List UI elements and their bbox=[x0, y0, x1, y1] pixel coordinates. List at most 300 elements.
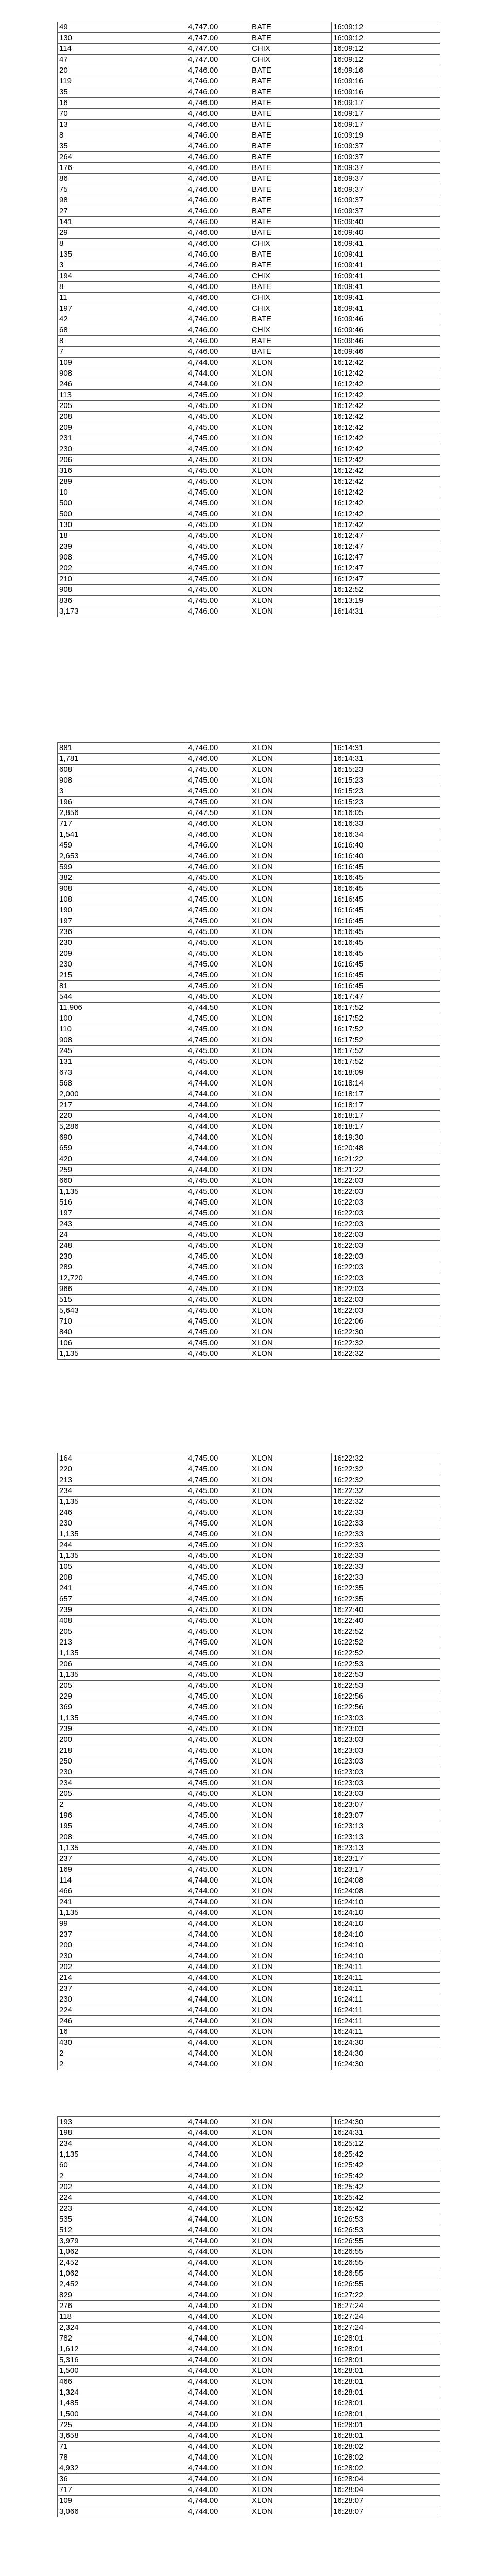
table-row bbox=[58, 1962, 440, 1973]
table-row bbox=[58, 2236, 440, 2247]
venue-cell: XLON bbox=[250, 1605, 332, 1616]
time-cell: 16:17:52 bbox=[332, 1046, 440, 1057]
volume-cell: 200 bbox=[58, 1735, 186, 1745]
volume-cell: 908 bbox=[58, 1035, 186, 1046]
price-cell: 4,744.00 bbox=[186, 379, 250, 390]
time-cell: 16:09:40 bbox=[332, 228, 440, 239]
table-row bbox=[58, 1767, 440, 1778]
price-cell: 4,744.00 bbox=[186, 2398, 250, 2409]
price-cell: 4,745.00 bbox=[186, 1187, 250, 1197]
time-cell: 16:18:17 bbox=[332, 1100, 440, 1111]
volume-cell: 8 bbox=[58, 130, 186, 141]
price-cell: 4,745.00 bbox=[186, 905, 250, 916]
time-cell: 16:28:01 bbox=[332, 2344, 440, 2355]
volume-cell: 8 bbox=[58, 282, 186, 293]
venue-cell: XLON bbox=[250, 2366, 332, 2377]
venue-cell: XLON bbox=[250, 1800, 332, 1810]
venue-cell: XLON bbox=[250, 2139, 332, 2149]
table-row bbox=[58, 1475, 440, 1486]
venue-cell: XLON bbox=[250, 2160, 332, 2171]
volume-cell: 202 bbox=[58, 2182, 186, 2193]
volume-cell: 659 bbox=[58, 1143, 186, 1154]
venue-cell: XLON bbox=[250, 1713, 332, 1724]
volume-cell: 1,541 bbox=[58, 829, 186, 840]
price-cell: 4,745.00 bbox=[186, 1865, 250, 1875]
venue-cell: XLON bbox=[250, 1316, 332, 1327]
venue-cell: XLON bbox=[250, 1176, 332, 1187]
price-cell: 4,746.00 bbox=[186, 829, 250, 840]
time-cell: 16:28:01 bbox=[332, 2333, 440, 2344]
table-row bbox=[58, 1327, 440, 1338]
table-row bbox=[58, 1251, 440, 1262]
table-row bbox=[58, 1241, 440, 1251]
table-row bbox=[58, 1800, 440, 1810]
volume-cell: 1,781 bbox=[58, 754, 186, 765]
table-row bbox=[58, 2268, 440, 2279]
venue-cell: XLON bbox=[250, 1562, 332, 1572]
venue-cell: XLON bbox=[250, 1886, 332, 1897]
volume-cell: 908 bbox=[58, 585, 186, 596]
price-cell: 4,746.00 bbox=[186, 336, 250, 347]
price-cell: 4,744.00 bbox=[186, 1951, 250, 1962]
volume-cell: 114 bbox=[58, 1875, 186, 1886]
time-cell: 16:28:01 bbox=[332, 2355, 440, 2366]
volume-cell: 11,906 bbox=[58, 1003, 186, 1013]
table-row bbox=[58, 109, 440, 120]
venue-cell: XLON bbox=[250, 916, 332, 927]
table-row bbox=[58, 1100, 440, 1111]
volume-cell: 205 bbox=[58, 1681, 186, 1691]
volume-cell: 908 bbox=[58, 552, 186, 563]
venue-cell: XLON bbox=[250, 585, 332, 596]
table-row bbox=[58, 981, 440, 992]
volume-cell: 11 bbox=[58, 293, 186, 303]
venue-cell: XLON bbox=[250, 1486, 332, 1497]
time-cell: 16:27:24 bbox=[332, 2323, 440, 2333]
volume-cell: 8 bbox=[58, 336, 186, 347]
time-cell: 16:25:42 bbox=[332, 2204, 440, 2214]
venue-cell: XLON bbox=[250, 1583, 332, 1594]
venue-cell: XLON bbox=[250, 1897, 332, 1908]
price-cell: 4,745.00 bbox=[186, 541, 250, 552]
table-row bbox=[58, 1035, 440, 1046]
time-cell: 16:25:42 bbox=[332, 2171, 440, 2182]
table-row bbox=[58, 368, 440, 379]
time-cell: 16:24:10 bbox=[332, 1919, 440, 1929]
time-cell: 16:12:42 bbox=[332, 498, 440, 509]
table-row bbox=[58, 2452, 440, 2463]
table-row bbox=[58, 765, 440, 775]
volume-cell: 234 bbox=[58, 2139, 186, 2149]
table-row bbox=[58, 552, 440, 563]
price-cell: 4,745.00 bbox=[186, 444, 250, 455]
volume-cell: 220 bbox=[58, 1111, 186, 1122]
table-row bbox=[58, 606, 440, 617]
table-row bbox=[58, 444, 440, 455]
volume-cell: 27 bbox=[58, 206, 186, 217]
table-row bbox=[58, 2048, 440, 2059]
volume-cell: 2,452 bbox=[58, 2258, 186, 2268]
volume-cell: 42 bbox=[58, 314, 186, 325]
table-row bbox=[58, 2387, 440, 2398]
time-cell: 16:09:12 bbox=[332, 55, 440, 65]
price-cell: 4,745.00 bbox=[186, 1832, 250, 1843]
table-row bbox=[58, 1230, 440, 1241]
time-cell: 16:22:03 bbox=[332, 1306, 440, 1316]
venue-cell: XLON bbox=[250, 541, 332, 552]
time-cell: 16:22:33 bbox=[332, 1540, 440, 1551]
table-row bbox=[58, 1691, 440, 1702]
time-cell: 16:28:02 bbox=[332, 2452, 440, 2463]
venue-cell: XLON bbox=[250, 444, 332, 455]
time-cell: 16:09:41 bbox=[332, 282, 440, 293]
table-row bbox=[58, 786, 440, 797]
time-cell: 16:27:22 bbox=[332, 2290, 440, 2301]
venue-cell: XLON bbox=[250, 358, 332, 368]
price-cell: 4,746.00 bbox=[186, 76, 250, 87]
trades-table-wrapper-1 bbox=[57, 22, 440, 617]
price-cell: 4,746.00 bbox=[186, 249, 250, 260]
time-cell: 16:16:40 bbox=[332, 851, 440, 862]
price-cell: 4,745.00 bbox=[186, 552, 250, 563]
volume-cell: 71 bbox=[58, 2442, 186, 2452]
volume-cell: 60 bbox=[58, 2160, 186, 2171]
table-row bbox=[58, 894, 440, 905]
price-cell: 4,744.00 bbox=[186, 1962, 250, 1973]
time-cell: 16:22:03 bbox=[332, 1176, 440, 1187]
table-row bbox=[58, 938, 440, 948]
volume-cell: 908 bbox=[58, 775, 186, 786]
time-cell: 16:22:35 bbox=[332, 1594, 440, 1605]
venue-cell: XLON bbox=[250, 2236, 332, 2247]
venue-cell: XLON bbox=[250, 1284, 332, 1295]
price-cell: 4,744.00 bbox=[186, 368, 250, 379]
venue-cell: XLON bbox=[250, 466, 332, 477]
venue-cell: XLON bbox=[250, 2038, 332, 2048]
price-cell: 4,746.00 bbox=[186, 206, 250, 217]
venue-cell: XLON bbox=[250, 775, 332, 786]
table-row bbox=[58, 1349, 440, 1360]
price-cell: 4,744.00 bbox=[186, 2344, 250, 2355]
volume-cell: 130 bbox=[58, 520, 186, 531]
table-row bbox=[58, 1497, 440, 1507]
table-row bbox=[58, 379, 440, 390]
price-cell: 4,745.00 bbox=[186, 1670, 250, 1681]
table-row bbox=[58, 1886, 440, 1897]
table-row bbox=[58, 303, 440, 314]
venue-cell: XLON bbox=[250, 2377, 332, 2387]
volume-cell: 2 bbox=[58, 1800, 186, 1810]
table-row bbox=[58, 754, 440, 765]
volume-cell: 218 bbox=[58, 1745, 186, 1756]
table-row bbox=[58, 2171, 440, 2182]
table-row bbox=[58, 412, 440, 422]
price-cell: 4,746.00 bbox=[186, 98, 250, 109]
time-cell: 16:21:22 bbox=[332, 1165, 440, 1176]
venue-cell: XLON bbox=[250, 1843, 332, 1854]
time-cell: 16:18:17 bbox=[332, 1122, 440, 1132]
time-cell: 16:22:56 bbox=[332, 1702, 440, 1713]
time-cell: 16:12:52 bbox=[332, 585, 440, 596]
table-row bbox=[58, 2027, 440, 2038]
table-row bbox=[58, 509, 440, 520]
time-cell: 16:17:52 bbox=[332, 1013, 440, 1024]
venue-cell: XLON bbox=[250, 1295, 332, 1306]
table-row bbox=[58, 282, 440, 293]
price-cell: 4,745.00 bbox=[186, 1767, 250, 1778]
table-row bbox=[58, 487, 440, 498]
table-row bbox=[58, 1702, 440, 1713]
time-cell: 16:09:17 bbox=[332, 109, 440, 120]
time-cell: 16:09:12 bbox=[332, 44, 440, 55]
volume-cell: 840 bbox=[58, 1327, 186, 1338]
price-cell: 4,745.00 bbox=[186, 1605, 250, 1616]
table-row bbox=[58, 2117, 440, 2128]
price-cell: 4,745.00 bbox=[186, 1800, 250, 1810]
volume-cell: 660 bbox=[58, 1176, 186, 1187]
price-cell: 4,745.00 bbox=[186, 1778, 250, 1789]
volume-cell: 210 bbox=[58, 574, 186, 585]
volume-cell: 106 bbox=[58, 1338, 186, 1349]
venue-cell: XLON bbox=[250, 412, 332, 422]
time-cell: 16:23:03 bbox=[332, 1735, 440, 1745]
time-cell: 16:28:04 bbox=[332, 2474, 440, 2485]
time-cell: 16:09:16 bbox=[332, 65, 440, 76]
volume-cell: 1,135 bbox=[58, 1843, 186, 1854]
volume-cell: 516 bbox=[58, 1197, 186, 1208]
price-cell: 4,745.00 bbox=[186, 1583, 250, 1594]
table-row bbox=[58, 1197, 440, 1208]
venue-cell: CHIX bbox=[250, 303, 332, 314]
table-row bbox=[58, 2355, 440, 2366]
volume-cell: 248 bbox=[58, 1241, 186, 1251]
time-cell: 16:28:07 bbox=[332, 2496, 440, 2506]
price-cell: 4,745.00 bbox=[186, 1507, 250, 1518]
venue-cell: XLON bbox=[250, 1464, 332, 1475]
trades-table-wrapper-3 bbox=[57, 1453, 440, 2070]
table-row bbox=[58, 1262, 440, 1273]
table-row bbox=[58, 455, 440, 466]
time-cell: 16:12:42 bbox=[332, 390, 440, 401]
table-row bbox=[58, 2506, 440, 2517]
venue-cell: XLON bbox=[250, 2225, 332, 2236]
table-row bbox=[58, 433, 440, 444]
time-cell: 16:09:41 bbox=[332, 239, 440, 249]
table-row bbox=[58, 2409, 440, 2420]
volume-cell: 3,066 bbox=[58, 2506, 186, 2517]
time-cell: 16:22:53 bbox=[332, 1670, 440, 1681]
volume-cell: 24 bbox=[58, 1230, 186, 1241]
price-cell: 4,746.00 bbox=[186, 109, 250, 120]
table-row bbox=[58, 1951, 440, 1962]
time-cell: 16:23:17 bbox=[332, 1865, 440, 1875]
table-row bbox=[58, 2279, 440, 2290]
price-cell: 4,745.00 bbox=[186, 1241, 250, 1251]
volume-cell: 608 bbox=[58, 765, 186, 775]
table-row bbox=[58, 2204, 440, 2214]
time-cell: 16:23:07 bbox=[332, 1800, 440, 1810]
time-cell: 16:15:23 bbox=[332, 775, 440, 786]
price-cell: 4,744.00 bbox=[186, 2452, 250, 2463]
time-cell: 16:12:42 bbox=[332, 379, 440, 390]
venue-cell: XLON bbox=[250, 520, 332, 531]
volume-cell: 1,612 bbox=[58, 2344, 186, 2355]
venue-cell: BATE bbox=[250, 120, 332, 130]
price-cell: 4,745.00 bbox=[186, 981, 250, 992]
table-row bbox=[58, 174, 440, 184]
time-cell: 16:22:06 bbox=[332, 1316, 440, 1327]
volume-cell: 114 bbox=[58, 44, 186, 55]
price-cell: 4,746.00 bbox=[186, 314, 250, 325]
time-cell: 16:22:03 bbox=[332, 1197, 440, 1208]
price-cell: 4,745.00 bbox=[186, 1518, 250, 1529]
venue-cell: XLON bbox=[250, 2247, 332, 2258]
table-row bbox=[58, 1583, 440, 1594]
price-cell: 4,745.00 bbox=[186, 487, 250, 498]
price-cell: 4,747.00 bbox=[186, 44, 250, 55]
volume-cell: 99 bbox=[58, 1919, 186, 1929]
table-row bbox=[58, 2225, 440, 2236]
price-cell: 4,744.00 bbox=[186, 1122, 250, 1132]
price-cell: 4,746.00 bbox=[186, 120, 250, 130]
table-row bbox=[58, 1637, 440, 1648]
venue-cell: XLON bbox=[250, 2027, 332, 2038]
price-cell: 4,745.00 bbox=[186, 959, 250, 970]
volume-cell: 512 bbox=[58, 2225, 186, 2236]
table-row bbox=[58, 927, 440, 938]
time-cell: 16:16:45 bbox=[332, 959, 440, 970]
volume-cell: 289 bbox=[58, 1262, 186, 1273]
venue-cell: XLON bbox=[250, 765, 332, 775]
volume-cell: 217 bbox=[58, 1100, 186, 1111]
table-row bbox=[58, 1132, 440, 1143]
time-cell: 16:26:53 bbox=[332, 2214, 440, 2225]
time-cell: 16:16:33 bbox=[332, 819, 440, 829]
time-cell: 16:22:52 bbox=[332, 1637, 440, 1648]
volume-cell: 1,135 bbox=[58, 1497, 186, 1507]
venue-cell: XLON bbox=[250, 1908, 332, 1919]
time-cell: 16:12:47 bbox=[332, 563, 440, 574]
table-row bbox=[58, 1616, 440, 1626]
volume-cell: 382 bbox=[58, 873, 186, 884]
time-cell: 16:14:31 bbox=[332, 754, 440, 765]
table-row bbox=[58, 541, 440, 552]
venue-cell: BATE bbox=[250, 260, 332, 271]
time-cell: 16:27:24 bbox=[332, 2301, 440, 2312]
time-cell: 16:24:11 bbox=[332, 2027, 440, 2038]
price-cell: 4,745.00 bbox=[186, 1756, 250, 1767]
price-cell: 4,744.00 bbox=[186, 2204, 250, 2214]
time-cell: 16:22:03 bbox=[332, 1241, 440, 1251]
volume-cell: 230 bbox=[58, 1518, 186, 1529]
time-cell: 16:24:10 bbox=[332, 1929, 440, 1940]
time-cell: 16:22:52 bbox=[332, 1626, 440, 1637]
time-cell: 16:09:46 bbox=[332, 336, 440, 347]
price-cell: 4,744.00 bbox=[186, 2290, 250, 2301]
table-row bbox=[58, 808, 440, 819]
venue-cell: XLON bbox=[250, 1046, 332, 1057]
table-row bbox=[58, 1735, 440, 1745]
time-cell: 16:23:07 bbox=[332, 1810, 440, 1821]
venue-cell: CHIX bbox=[250, 325, 332, 336]
volume-cell: 2,324 bbox=[58, 2323, 186, 2333]
time-cell: 16:16:34 bbox=[332, 829, 440, 840]
time-cell: 16:22:40 bbox=[332, 1605, 440, 1616]
price-cell: 4,746.00 bbox=[186, 851, 250, 862]
table-row bbox=[58, 55, 440, 65]
venue-cell: BATE bbox=[250, 174, 332, 184]
price-cell: 4,745.00 bbox=[186, 1230, 250, 1241]
venue-cell: XLON bbox=[250, 1208, 332, 1219]
time-cell: 16:16:45 bbox=[332, 894, 440, 905]
price-cell: 4,744.00 bbox=[186, 2431, 250, 2442]
volume-cell: 110 bbox=[58, 1024, 186, 1035]
table-row bbox=[58, 1929, 440, 1940]
table-row bbox=[58, 152, 440, 163]
time-cell: 16:12:47 bbox=[332, 552, 440, 563]
table-row bbox=[58, 959, 440, 970]
volume-cell: 231 bbox=[58, 433, 186, 444]
volume-cell: 35 bbox=[58, 141, 186, 152]
price-cell: 4,744.00 bbox=[186, 1994, 250, 2005]
volume-cell: 16 bbox=[58, 2027, 186, 2038]
volume-cell: 5,316 bbox=[58, 2355, 186, 2366]
table-row bbox=[58, 1810, 440, 1821]
table-row bbox=[58, 2366, 440, 2377]
table-row bbox=[58, 184, 440, 195]
table-row bbox=[58, 1670, 440, 1681]
time-cell: 16:28:01 bbox=[332, 2377, 440, 2387]
venue-cell: XLON bbox=[250, 840, 332, 851]
venue-cell: XLON bbox=[250, 1078, 332, 1089]
price-cell: 4,746.00 bbox=[186, 325, 250, 336]
table-row bbox=[58, 1626, 440, 1637]
venue-cell: XLON bbox=[250, 1984, 332, 1994]
venue-cell: XLON bbox=[250, 884, 332, 894]
price-cell: 4,744.00 bbox=[186, 1897, 250, 1908]
time-cell: 16:22:32 bbox=[332, 1486, 440, 1497]
table-row bbox=[58, 1518, 440, 1529]
trades-table-wrapper-2 bbox=[57, 742, 440, 1360]
price-cell: 4,744.00 bbox=[186, 1111, 250, 1122]
venue-cell: XLON bbox=[250, 1875, 332, 1886]
venue-cell: XLON bbox=[250, 1670, 332, 1681]
venue-cell: XLON bbox=[250, 1197, 332, 1208]
venue-cell: XLON bbox=[250, 1756, 332, 1767]
table-row bbox=[58, 1572, 440, 1583]
time-cell: 16:23:03 bbox=[332, 1789, 440, 1800]
table-row bbox=[58, 1453, 440, 1464]
table-row bbox=[58, 2323, 440, 2333]
table-row bbox=[58, 249, 440, 260]
price-cell: 4,745.00 bbox=[186, 1854, 250, 1865]
table-row bbox=[58, 2247, 440, 2258]
volume-cell: 420 bbox=[58, 1154, 186, 1165]
volume-cell: 213 bbox=[58, 1475, 186, 1486]
venue-cell: XLON bbox=[250, 2182, 332, 2193]
price-cell: 4,744.00 bbox=[186, 1089, 250, 1100]
price-cell: 4,746.00 bbox=[186, 293, 250, 303]
price-cell: 4,745.00 bbox=[186, 1208, 250, 1219]
time-cell: 16:22:33 bbox=[332, 1529, 440, 1540]
volume-cell: 230 bbox=[58, 444, 186, 455]
table-row bbox=[58, 120, 440, 130]
price-cell: 4,745.00 bbox=[186, 509, 250, 520]
time-cell: 16:09:46 bbox=[332, 347, 440, 358]
time-cell: 16:22:32 bbox=[332, 1338, 440, 1349]
time-cell: 16:09:37 bbox=[332, 174, 440, 184]
table-row bbox=[58, 1306, 440, 1316]
